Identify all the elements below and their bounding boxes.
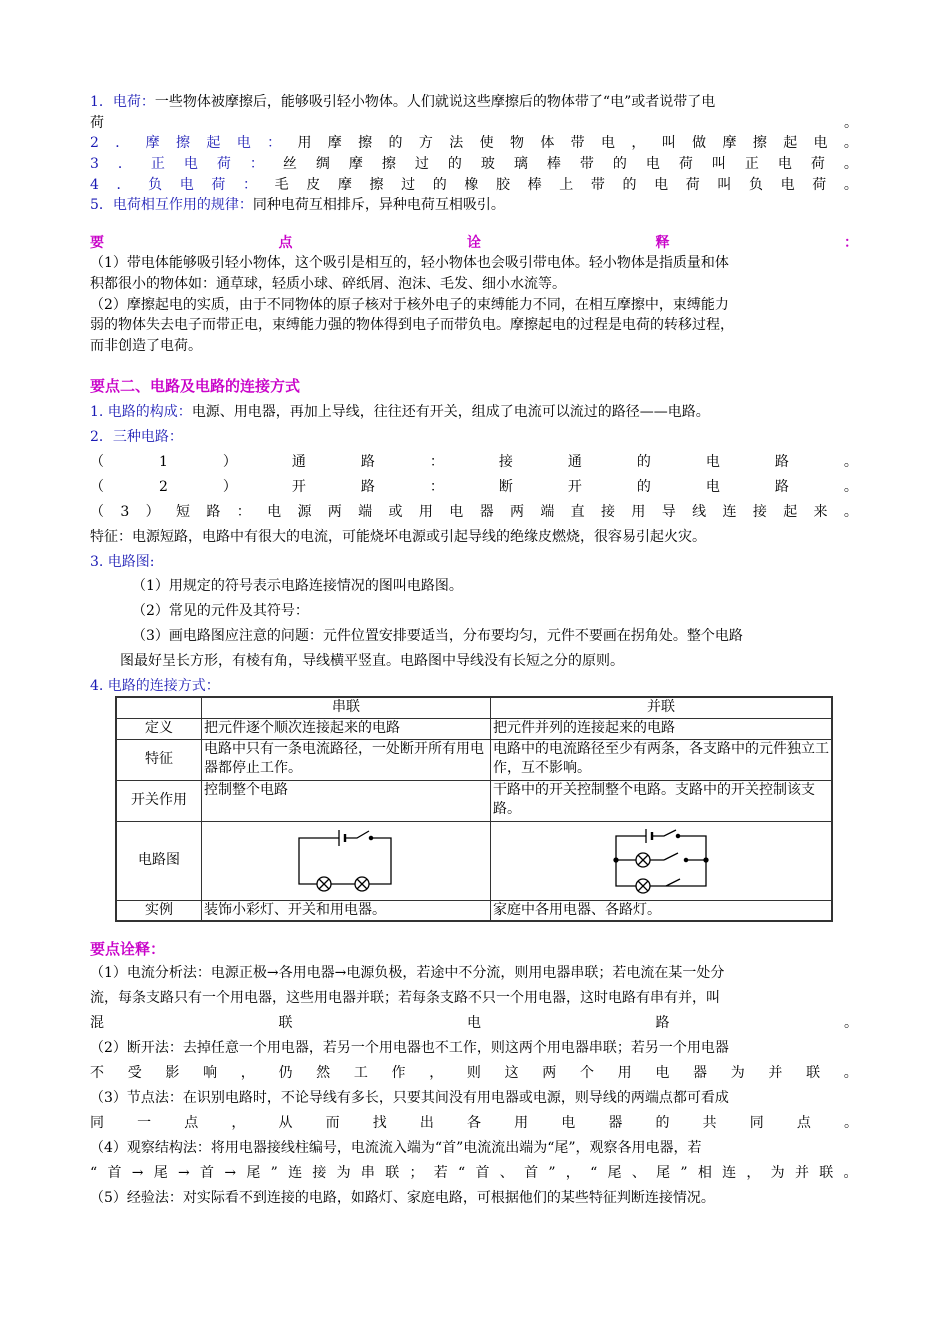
spaced-char: 叫: [717, 177, 732, 193]
spaced-char: 荷: [812, 177, 827, 193]
header-empty-cell: [116, 697, 202, 718]
table-row: [116, 739, 832, 780]
spaced-char: ）: [222, 479, 237, 495]
spaced-char: 物: [509, 135, 524, 151]
spaced-char: ：: [236, 504, 251, 520]
spaced-char: 电: [236, 135, 251, 151]
term-charge: 电荷：: [112, 94, 155, 110]
spaced-char: ”: [680, 1165, 688, 1181]
spaced-char: 连: [288, 1165, 303, 1181]
spaced-char: 过: [414, 156, 429, 172]
note-title-1: [90, 232, 858, 254]
term-composition: 1. 电路的构成：: [90, 404, 192, 420]
spaced-char: 若: [433, 1165, 448, 1181]
spaced-char: ，: [231, 1115, 246, 1131]
spaced-char: 通: [291, 454, 306, 470]
spaced-char: 电: [449, 504, 464, 520]
spaced-char: 。: [843, 156, 858, 172]
period: 。: [844, 115, 858, 131]
spaced-char: 这: [504, 1065, 519, 1081]
spaced-char: 尾: [656, 1165, 671, 1181]
spaced-char: 断: [498, 479, 513, 495]
spaced-char: 电: [777, 156, 792, 172]
spaced-char: “: [90, 1165, 98, 1181]
spaced-char: 释: [655, 235, 670, 251]
spaced-char: 混: [90, 1015, 104, 1031]
three-circuits-label: 2．三种电路：: [90, 429, 183, 445]
row-label: 实例: [116, 900, 202, 921]
spaced-char: 电: [183, 156, 198, 172]
method-line: [90, 1162, 858, 1184]
spaced-char: 使: [479, 135, 494, 151]
spaced-char: 荷: [685, 177, 700, 193]
spaced-char: 皮: [306, 177, 321, 193]
spaced-char: 正: [150, 156, 165, 172]
spaced-char: 路: [774, 454, 789, 470]
spaced-char: 接: [312, 1165, 327, 1181]
spaced-char: ：: [429, 479, 444, 495]
spaced-char: 摩: [722, 135, 737, 151]
method-line: 流，每条支路只有一个用电器，这些用电器并联；若每条支路不只一个用电器，这时电路有串有并，叫: [90, 990, 720, 1006]
section-heading: 要点二、电路及电路的连接方式: [90, 377, 301, 395]
spaced-char: 开: [567, 479, 582, 495]
spaced-char: 然: [316, 1065, 331, 1081]
spaced-char: 带: [570, 135, 585, 151]
spaced-char: 的: [432, 177, 447, 193]
spaced-char: 的: [622, 177, 637, 193]
spaced-char: 或: [388, 504, 403, 520]
spaced-char: “: [458, 1165, 466, 1181]
parallel-cell: 把元件并列的连接起来的电路: [491, 718, 833, 739]
spaced-char: 毛: [274, 177, 289, 193]
spaced-char: 尾: [153, 1165, 168, 1181]
spaced-char: 、: [499, 1165, 514, 1181]
spaced-char: 。: [843, 1065, 858, 1081]
spaced-char: 擦: [381, 156, 396, 172]
spaced-char: 橡: [464, 177, 479, 193]
spaced-char: ，: [240, 1065, 255, 1081]
spaced-char: 路: [360, 479, 375, 495]
spaced-char: 联: [385, 1165, 400, 1181]
spaced-char: 接: [752, 504, 767, 520]
spaced-char: 负: [749, 177, 764, 193]
spaced-char: 法: [449, 135, 464, 151]
spaced-char: 首: [475, 1165, 490, 1181]
parallel-circuit-diagram: [606, 826, 716, 896]
spaced-char: 电: [705, 454, 720, 470]
spaced-char: 负: [148, 177, 163, 193]
table-header-row: [116, 697, 832, 718]
spaced-char: 短: [176, 504, 190, 520]
spaced-char: 同: [749, 1115, 764, 1131]
spaced-char: 绸: [315, 156, 330, 172]
series-wire: [299, 838, 391, 884]
spaced-char: 电: [813, 135, 828, 151]
spaced-char: 器: [608, 1115, 623, 1131]
series-circuit-diagram: [291, 826, 401, 896]
spaced-char: （: [90, 504, 104, 520]
spaced-char: 源: [297, 504, 312, 520]
spaced-char: 工: [353, 1065, 368, 1081]
spaced-char: 玻: [480, 156, 495, 172]
spaced-char: 起: [206, 135, 221, 151]
spaced-char: 擦: [752, 135, 767, 151]
spaced-char: 。: [843, 1165, 858, 1181]
spaced-char: 用: [514, 1115, 529, 1131]
def-text: 荷: [90, 115, 104, 131]
spaced-char: 要: [90, 235, 104, 251]
spaced-char: 。: [844, 1015, 858, 1031]
spaced-char: 则: [466, 1065, 481, 1081]
spaced-char: 。: [843, 454, 858, 470]
lamp-cross-icon: [319, 879, 329, 889]
spaced-char: 荷: [810, 156, 825, 172]
note-paragraph: （2）摩擦起电的实质，由于不同物体的原子核对于核外电子的束缚能力不同，在相互摩擦中，束缚能力: [90, 297, 729, 313]
circuit-composition-line: [90, 401, 858, 423]
switch-icon: [345, 831, 369, 838]
spaced-char: 器: [479, 504, 494, 520]
spaced-char: 摩: [145, 135, 160, 151]
parallel-cell: 家庭中各用电器、各路灯。: [491, 900, 833, 921]
note-paragraph: 积都很小的物体如：通草球，轻质小球、碎纸屑、泡沫、毛发、细小水流等。: [90, 276, 566, 292]
spaced-char: 尾: [246, 1165, 261, 1181]
spaced-char: 1: [159, 454, 168, 470]
spaced-char: 点: [278, 235, 293, 251]
spaced-char: 导: [661, 504, 676, 520]
spaced-char: 棒: [546, 156, 561, 172]
spaced-char: 带: [590, 177, 605, 193]
spaced-char: 的: [612, 156, 627, 172]
spaced-char: 同: [90, 1115, 104, 1131]
spaced-char: ．: [117, 156, 132, 172]
table-row: [116, 718, 832, 739]
junction-dot-icon: [704, 858, 708, 862]
spaced-char: 受: [127, 1065, 142, 1081]
spaced-char: 路: [360, 454, 375, 470]
spaced-char: 的: [636, 454, 651, 470]
diagram-point: （3）画电路图应注意的问题：元件位置安排要适当，分布要均匀，元件不要画在拐角处。整个电路: [132, 628, 743, 644]
spaced-char: ”: [548, 1165, 556, 1181]
spaced-char: 璃: [513, 156, 528, 172]
method-line: [90, 1112, 858, 1134]
table-row: [116, 780, 832, 821]
closed-circuit-line: [90, 451, 858, 473]
spaced-char: 带: [579, 156, 594, 172]
series-cell: 电路中只有一条电流路径，一处断开所有用电器都停止工作。: [202, 739, 491, 780]
def-charge-line: [90, 91, 858, 113]
spaced-char: 诠: [467, 235, 481, 251]
switch-contact-icon: [684, 858, 687, 861]
spaced-char: 影: [165, 1065, 180, 1081]
spaced-char: “: [590, 1165, 598, 1181]
term-law: 5．电荷相互作用的规律：: [90, 197, 253, 213]
spaced-char: 用: [418, 504, 433, 520]
spaced-char: 做: [692, 135, 707, 151]
spaced-char: 上: [559, 177, 574, 193]
spaced-char: 。: [843, 504, 858, 520]
spaced-char: ）: [145, 504, 160, 520]
note-paragraph: 而非创造了电荷。: [90, 338, 202, 354]
spaced-char: 首: [200, 1165, 215, 1181]
spaced-char: 出: [419, 1115, 434, 1131]
spaced-char: 共: [702, 1115, 717, 1131]
spaced-char: 荷: [211, 177, 226, 193]
spaced-char: 2: [90, 135, 99, 151]
spaced-char: 响: [203, 1065, 218, 1081]
spaced-char: 联: [819, 1165, 834, 1181]
spaced-char: 路: [655, 1015, 670, 1031]
spaced-char: 叫: [711, 156, 726, 172]
spaced-char: 擦: [176, 135, 190, 151]
spaced-char: 为: [730, 1065, 745, 1081]
spaced-char: 电: [645, 156, 660, 172]
open-circuit-line: [90, 476, 858, 498]
spaced-char: 端: [358, 504, 373, 520]
spaced-char: 电: [780, 177, 795, 193]
def-text: 一些物体被摩擦后，能够吸引轻小物体。人们就说这些摩擦后的物体带了“电”或者说带了电: [154, 94, 716, 110]
spaced-char: 、: [631, 1165, 646, 1181]
spaced-char: 叫: [661, 135, 676, 151]
parallel-diagram-cell: [491, 821, 833, 900]
spaced-char: ：: [844, 235, 858, 251]
series-cell: 装饰小彩灯、开关和用电器。: [202, 900, 491, 921]
spaced-char: 棒: [527, 177, 542, 193]
method-line: （2）断开法：去掉任意一个用电器，若另一个用电器也不工作，则这两个用电器串联；若另一个用电器: [90, 1040, 729, 1056]
spaced-char: 摩: [337, 177, 352, 193]
spaced-char: ．: [116, 177, 131, 193]
spaced-char: 为: [336, 1165, 351, 1181]
main-switch-icon: [652, 830, 676, 836]
spaced-char: 路: [774, 479, 789, 495]
spaced-char: 相: [697, 1165, 712, 1181]
spaced-char: 正: [744, 156, 759, 172]
spaced-char: 用: [297, 135, 312, 151]
spaced-char: 路: [206, 504, 221, 520]
spaced-char: 用: [631, 504, 646, 520]
method-line: （5）经验法：对实际看不到连接的电路，如路灯、家庭电路，可根据他们的某些特征判断连接情况。: [90, 1190, 715, 1206]
spaced-char: 不: [90, 1065, 104, 1081]
spaced-char: 连: [722, 504, 737, 520]
parallel-cell: 电路中的电流路径至少有两条，各支路中的元件独立工作，互不影响。: [491, 739, 833, 780]
row-label: 特征: [116, 739, 202, 780]
spaced-char: 点: [796, 1115, 811, 1131]
spaced-char: 并: [768, 1065, 783, 1081]
spaced-char: 联: [278, 1015, 293, 1031]
spaced-char: 3: [120, 504, 130, 520]
note-paragraph: 弱的物体失去电子而带正电，束缚能力强的物体得到电子而带负电。摩擦起电的过程是电荷的转移过程，: [90, 317, 734, 333]
spaced-char: （: [90, 454, 104, 470]
spaced-char: 器: [693, 1065, 707, 1081]
def-positive-line: [90, 153, 858, 175]
spaced-char: 串: [360, 1165, 375, 1181]
method-line: [90, 1012, 858, 1034]
spaced-char: 线: [692, 504, 707, 520]
spaced-char: 接: [498, 454, 513, 470]
spaced-char: 的: [636, 479, 651, 495]
spaced-char: 而: [325, 1115, 340, 1131]
diagram-point: 图最好呈长方形，有棱有角，导线横平竖直。电路图中导线没有长短之分的原则。: [120, 653, 624, 669]
connection-label: 4. 电路的连接方式：: [90, 678, 220, 694]
spaced-char: 。: [844, 1115, 858, 1131]
spaced-char: 开: [291, 479, 306, 495]
spaced-char: 电: [655, 1065, 670, 1081]
row-label: 电路图: [116, 821, 202, 900]
spaced-char: ：: [429, 454, 444, 470]
spaced-char: 端: [540, 504, 555, 520]
spaced-char: 的: [388, 135, 403, 151]
spaced-char: 一: [137, 1115, 152, 1131]
switch-contact-icon: [676, 834, 679, 837]
lamp-cross-icon: [638, 855, 648, 865]
row-label: 定义: [116, 718, 202, 739]
method-line: （4）观察结构法：将用电器接线柱编号，电流流入端为“首”电流流出端为“尾”，观察各用电器，若: [90, 1140, 702, 1156]
spaced-char: ，: [746, 1165, 761, 1181]
spaced-char: 仍: [278, 1065, 293, 1081]
spaced-char: 找: [372, 1115, 387, 1131]
spaced-char: 直: [570, 504, 585, 520]
diagram-label: 3. 电路图:: [90, 554, 155, 570]
spaced-char: 摩: [327, 135, 342, 151]
spaced-char: 丝: [282, 156, 297, 172]
parallel-cell: 干路中的开关控制整个电路。支路中的开关控制该支路。: [491, 780, 833, 821]
spaced-char: 两: [509, 504, 524, 520]
spaced-char: 作: [391, 1065, 406, 1081]
method-line: [90, 1062, 858, 1084]
comparison-table: [115, 696, 833, 922]
spaced-char: 荷: [216, 156, 231, 172]
spaced-char: 电: [601, 135, 616, 151]
spaced-char: 擦: [358, 135, 373, 151]
spaced-char: 并: [794, 1165, 809, 1181]
spaced-char: 连: [722, 1165, 737, 1181]
spaced-char: 各: [467, 1115, 481, 1131]
method-line: （3）节点法：在识别电路时，不论导线有多长，只要其间没有用电器或电源，则导线的两端点都可看成: [90, 1090, 729, 1106]
spaced-char: 为: [770, 1165, 785, 1181]
spaced-char: 荷: [678, 156, 693, 172]
spaced-char: 个: [579, 1065, 594, 1081]
spaced-char: 电: [179, 177, 194, 193]
note-title-2: 要点诠释：: [90, 940, 166, 958]
spaced-char: 的: [447, 156, 462, 172]
spaced-char: 电: [654, 177, 669, 193]
row-label: 开关作用: [116, 780, 202, 821]
spaced-char: 电: [267, 504, 282, 520]
spaced-char: 两: [542, 1065, 557, 1081]
short-circuit-line: [90, 501, 858, 523]
spaced-char: 过: [401, 177, 416, 193]
spaced-char: →: [178, 1165, 190, 1181]
spaced-char: →: [224, 1165, 237, 1181]
spaced-char: 点: [184, 1115, 199, 1131]
spaced-char: ：: [243, 177, 258, 193]
method-line: （1）电流分析法：电源正极→各用电器→电源负极，若途中不分流，则用电器串联；若电流在某一处分: [90, 965, 725, 981]
spaced-char: 。: [843, 135, 858, 151]
def-negative-line: [90, 174, 858, 196]
series-cell: 把元件逐个顺次连接起来的电路: [202, 718, 491, 739]
spaced-char: 。: [843, 177, 858, 193]
spaced-char: ，: [565, 1165, 580, 1181]
spaced-char: 。: [843, 479, 858, 495]
spaced-char: 联: [806, 1065, 821, 1081]
spaced-char: 3: [90, 156, 99, 172]
spaced-char: 两: [327, 504, 342, 520]
spaced-char: 从: [278, 1115, 293, 1131]
spaced-char: 2: [159, 479, 168, 495]
table-row-diagram: [116, 821, 832, 900]
lamp-cross-icon: [357, 879, 367, 889]
def-charge-line-2: [90, 112, 858, 134]
diagram-point: （2）常见的元件及其符号：: [132, 603, 309, 619]
spaced-char: →: [131, 1165, 144, 1181]
spaced-char: ，: [429, 1065, 444, 1081]
series-diagram-cell: [202, 821, 491, 900]
def-text: 同种电荷互相排斥，异种电荷互相吸引。: [252, 197, 505, 213]
spaced-char: ，: [631, 135, 646, 151]
def-law-line: [90, 194, 858, 216]
header-series: 串联: [202, 697, 491, 718]
spaced-char: 首: [524, 1165, 539, 1181]
spaced-char: 通: [567, 454, 582, 470]
table-row: [116, 900, 832, 921]
header-parallel: 并联: [491, 697, 833, 718]
spaced-char: 起: [783, 504, 798, 520]
note-paragraph: （1）带电体能够吸引轻小物体，这个吸引是相互的，轻小物体也会吸引带电体。轻小物体是指质量和体: [90, 255, 729, 271]
spaced-char: ”: [270, 1165, 278, 1181]
spaced-char: ：: [267, 135, 282, 151]
def-text: 电源、用电器，再加上导线，往往还有开关，组成了电流可以流过的路径——电路。: [191, 404, 710, 420]
junction-dot-icon: [614, 858, 618, 862]
def-friction-line: [90, 132, 858, 154]
spaced-char: （: [90, 479, 104, 495]
spaced-char: ．: [115, 135, 130, 151]
spaced-char: 起: [783, 135, 798, 151]
spaced-char: 4: [90, 177, 99, 193]
spaced-char: 电: [467, 1015, 481, 1031]
spaced-char: 方: [418, 135, 433, 151]
spaced-char: ；: [409, 1165, 424, 1181]
item-number: 1．: [90, 94, 113, 110]
spaced-char: 擦: [369, 177, 384, 193]
spaced-char: 的: [655, 1115, 670, 1131]
branch-switch-icon: [664, 853, 678, 860]
spaced-char: 电: [705, 479, 720, 495]
spaced-char: 尾: [607, 1165, 622, 1181]
series-cell: 控制整个电路: [202, 780, 491, 821]
branch-switch-icon: [666, 879, 680, 886]
spaced-char: 来: [813, 504, 828, 520]
spaced-char: 接: [601, 504, 616, 520]
spaced-char: ）: [222, 454, 237, 470]
diagram-point: （1）用规定的符号表示电路连接情况的图叫电路图。: [132, 578, 463, 594]
spaced-char: 胶: [496, 177, 511, 193]
short-circuit-feature: 特征：电源短路，电路中有很大的电流，可能烧坏电源或引起导线的绝缘皮燃烧，很容易引起火灾。: [90, 529, 706, 545]
spaced-char: 摩: [348, 156, 363, 172]
spaced-char: 首: [107, 1165, 122, 1181]
spaced-char: 体: [540, 135, 555, 151]
main-wire: [616, 836, 706, 886]
spaced-char: ：: [249, 156, 264, 172]
spaced-char: 用: [617, 1065, 632, 1081]
spaced-char: 电: [561, 1115, 576, 1131]
switch-contact-icon: [369, 836, 372, 839]
